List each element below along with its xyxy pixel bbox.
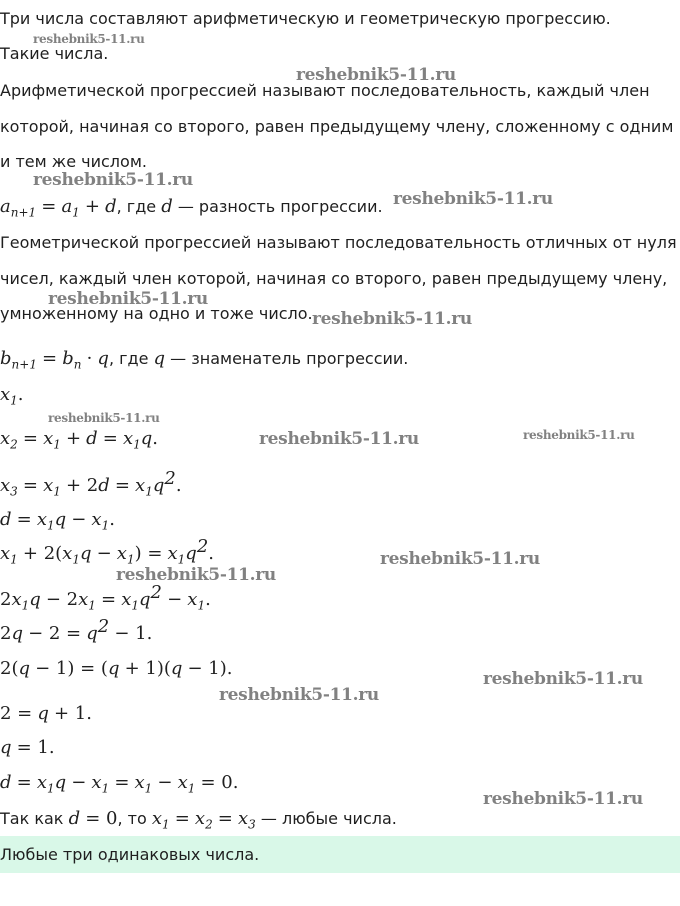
definition-line: чисел, каждый член которой, начиная со второго, равен предыдущему члену, [0,269,668,288]
answer-text: Любые три одинаковых числа. [0,845,260,864]
definition-line: Арифметической прогрессией называют последовательность, каждый член [0,81,650,100]
math-line: $x_1$. [0,384,24,408]
definition-line: и тем же числом. [0,152,147,171]
geom-formula-line: $b_{n+1} = b_n \cdot q$, где q — знаменатель прогрессии. [0,348,409,372]
math-line: $x_2 = x_1 + d = x_1q$. [0,428,159,452]
task-line: Три числа составляют арифметическую и геометрическую прогрессию. [0,9,611,28]
watermark: reshebnik5-11.ru [33,32,145,46]
definition-line: которой, начиная со второго, равен предыдущему члену, сложенному с одним [0,117,674,136]
watermark: reshebnik5-11.ru [48,411,160,425]
watermark: reshebnik5-11.ru [219,685,379,705]
math-line: $d = x_1q - x_1 = x_1 - x_1 = 0$. [0,772,239,796]
watermark: reshebnik5-11.ru [380,549,540,569]
math-line: q = 1. [0,737,55,758]
watermark: reshebnik5-11.ru [483,669,643,689]
task-line: Такие числа. [0,44,109,63]
watermark: reshebnik5-11.ru [393,189,553,209]
math-line: $x_3 = x_1 + 2d = x_1q^2$. [0,468,182,499]
watermark: reshebnik5-11.ru [48,289,208,309]
watermark: reshebnik5-11.ru [116,565,276,585]
arith-formula-line: $a_{n+1} = a_1 + d$, где d — разность прогрессии. [0,196,383,220]
math-line: $2x_1q - 2x_1 = x_1q^2 - x_1$. [0,582,211,613]
watermark: reshebnik5-11.ru [259,429,419,449]
math-line: 2(q − 1) = (q + 1)(q − 1). [0,658,233,679]
math-line: $2q - 2 = q^2 - 1$. [0,616,153,644]
definition-line: умноженному на одно и тоже число. [0,304,313,323]
definition-line: Геометрической прогрессией называют последовательность отличных от нуля [0,233,677,252]
watermark: reshebnik5-11.ru [296,65,456,85]
watermark: reshebnik5-11.ru [33,170,193,190]
math-line: 2 = q + 1. [0,703,92,724]
answer-box [0,836,680,873]
watermark: reshebnik5-11.ru [523,428,635,442]
watermark: reshebnik5-11.ru [312,309,472,329]
math-line: $x_1 + 2(x_1q - x_1) = x_1q^2$. [0,536,215,567]
watermark: reshebnik5-11.ru [483,789,643,809]
conclusion-line: Так как d = 0, то $x_1 = x_2 = x_3$ — любые числа. [0,808,397,832]
math-line: $d = x_1q - x_1$. [0,509,115,533]
